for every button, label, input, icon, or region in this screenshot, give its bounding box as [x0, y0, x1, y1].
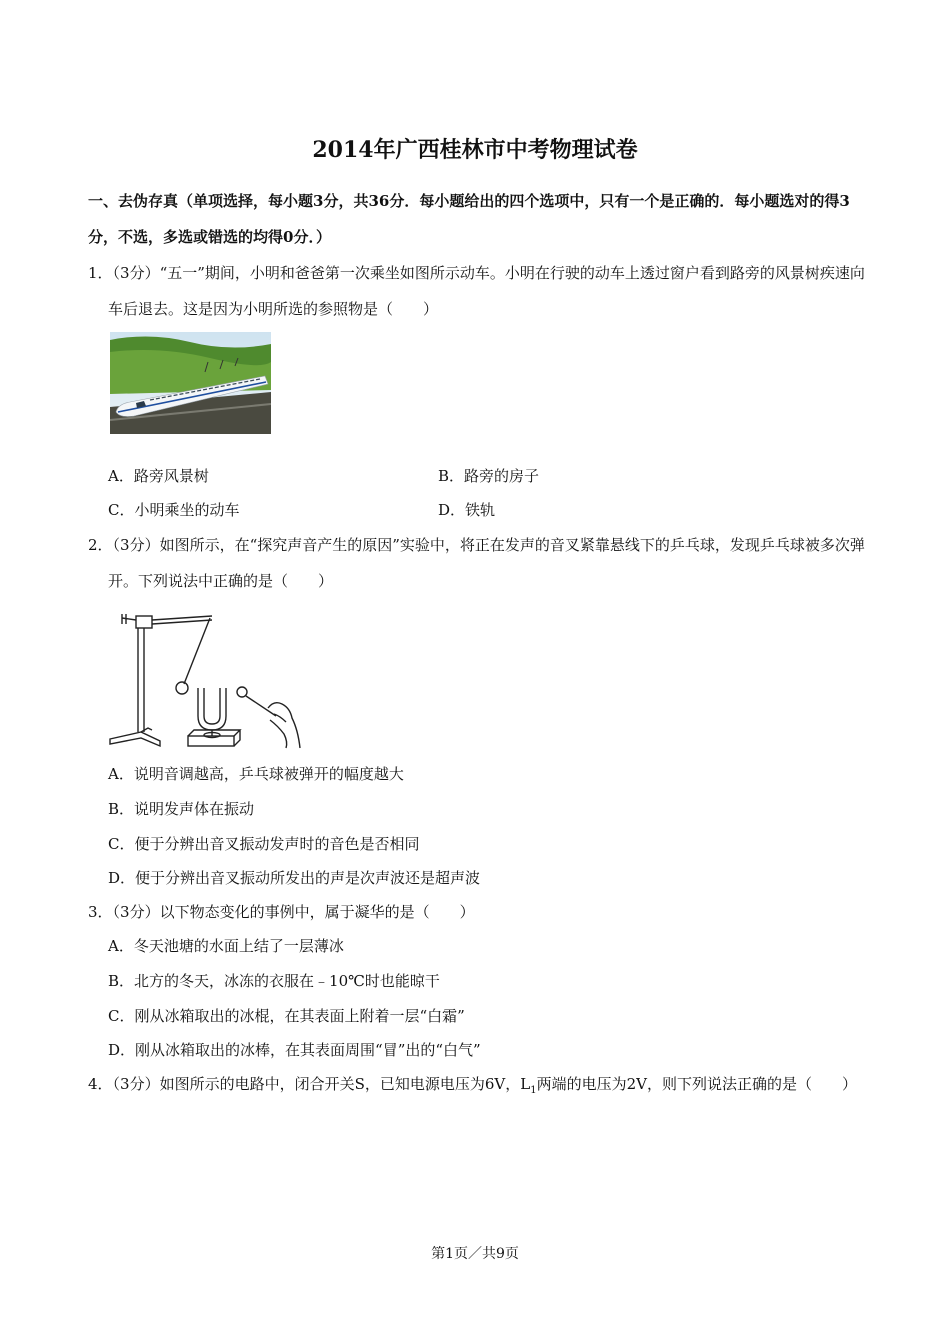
question-3-option-c: C．刚从冰箱取出的冰棍，在其表面上附着一层“白霜”: [108, 1007, 465, 1025]
question-2-option-a: A．说明音调越高，乒乓球被弹开的幅度越大: [108, 765, 404, 783]
question-1-option-b: B．路旁的房子: [438, 467, 540, 485]
question-2-option-c: C．便于分辨出音叉振动发声时的音色是否相同: [108, 835, 420, 853]
question-3-stem: 3．（3分）以下物态变化的事例中，属于凝华的是（ ）: [88, 903, 475, 921]
question-4-stem-part-b: 两端的电压为2V，则下列说法正确的是（ ）: [536, 1075, 857, 1093]
question-1-option-d: D．铁轨: [438, 501, 496, 519]
question-2: [88, 527, 868, 599]
question-4-subscript: 1: [530, 1085, 537, 1096]
question-3-option-b: B．北方的冬天，冰冻的衣服在﹣10℃时也能晾干: [108, 972, 440, 990]
question-2-option-d: D．便于分辨出音叉振动所发出的声是次声波还是超声波: [108, 869, 481, 887]
page-footer: 第1页／共9页: [431, 1246, 519, 1262]
question-3-option-d: D．刚从冰箱取出的冰棒，在其表面周围“冒”出的“白气”: [108, 1041, 481, 1059]
question-1: [88, 255, 868, 327]
train-image: [110, 332, 271, 434]
question-3-option-a: A．冬天池塘的水面上结了一层薄冰: [108, 937, 344, 955]
question-4-stem: [88, 1066, 868, 1109]
question-4-stem-part-a: 4．（3分）如图所示的电路中，闭合开关S，已知电源电压为6V，L: [88, 1075, 531, 1093]
question-2-stem: 2．（3分）如图所示，在“探究声音产生的原因”实验中，将正在发声的音叉紧靠悬线下的乒乓球，发现乒乓球被多次弹开。下列说法中正确的是（ ）: [88, 536, 865, 590]
question-2-option-b: B．说明发声体在振动: [108, 800, 255, 818]
question-1-option-a: A．路旁风景树: [108, 467, 209, 485]
question-1-stem: 1．（3分）“五一”期间，小明和爸爸第一次乘坐如图所示动车。小明在行驶的动车上透过窗户看到路旁的风景树疾速向车后退去。这是因为小明所选的参照物是（ ）: [88, 264, 865, 318]
question-4: [88, 1066, 868, 1109]
question-1-option-c: C．小明乘坐的动车: [108, 501, 240, 519]
page-title: 2014年广西桂林市中考物理试卷: [312, 137, 638, 163]
tuning-fork-diagram: [108, 604, 303, 750]
section-heading: 一、去伪存真（单项选择，每小题3分，共36分．每小题给出的四个选项中，只有一个是正确的．每小题选对的得3分，不选，多选或错选的均得0分．）: [88, 192, 850, 246]
